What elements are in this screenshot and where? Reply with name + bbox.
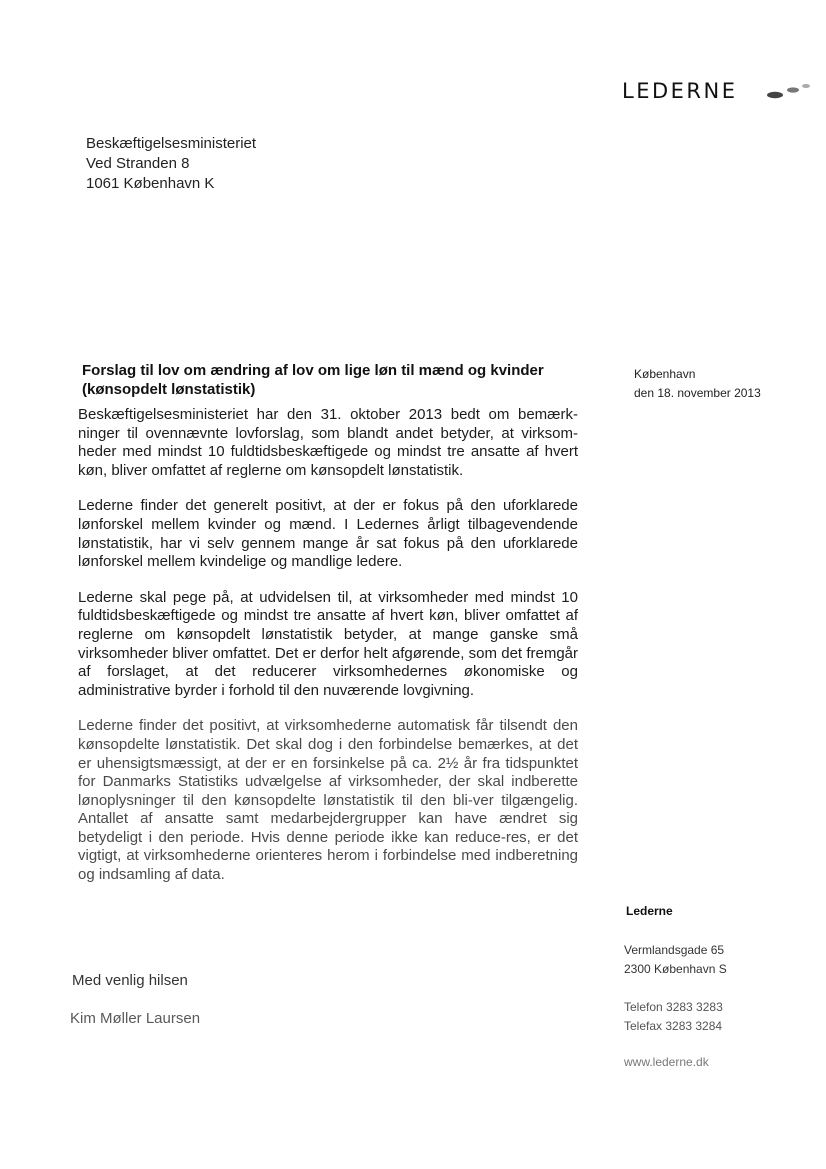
recipient-line: Ved Stranden 8: [86, 155, 190, 172]
date-text: den 18. november 2013: [634, 386, 761, 400]
logo-dots-icon: [767, 78, 815, 102]
closing-greeting: Med venlig hilsen: [72, 972, 188, 989]
body-paragraph: Lederne finder det positivt, at virksomhederne automatisk får tilsendt den kønsopdelte lønstatistik. Det skal dog i den forbindelse bemærkes, at det er uhensigtsmæssigt, at der er en forsinkelse på ca. 2½ år fra tidspunktet for Danmarks Statistiks udvælgelse af virksomheder, der skal indberette lønoplysninger til den kønsopdelte lønstatistik til den bli-ver tilgængelig. Antallet af ansatte samt medarbejdergrupper kan have ændret sig betydeligt i den periode. Hvis denne periode ikke kan reduce-res, er det vigtigt, at virksomhederne orienteres herom i forbindelse med indberetning og indsamling af data.: [78, 717, 578, 884]
sender-fax: Telefax 3283 3284: [624, 1019, 723, 1033]
letterhead-logo: [622, 78, 822, 104]
subject-heading: [82, 361, 582, 399]
signer-name: Kim Møller Laursen: [70, 1010, 201, 1027]
recipient-line: 1061 København K: [86, 175, 215, 192]
sender-street: Vermlandsgade 65: [624, 943, 725, 957]
letter-body: [78, 406, 578, 902]
body-paragraph: Beskæftigelsesministeriet har den 31. oktober 2013 bedt om bemærk-ninger til ovennævnte lovforslag, som blandt andet betyder, at virksom-heder med mindst 10 fuldtidsbeskæftigede og mindst tre ansatte af hvert køn, bliver omfattet af reglerne om kønsopdelt lønstatistik.: [78, 406, 578, 479]
date-place: København: [634, 367, 696, 381]
dateline: [634, 365, 761, 403]
body-paragraph: Lederne skal pege på, at udvidelsen til, at virksomheder med mindst 10 fuldtidsbeskæftigede og mindst tre ansatte af hvert køn, bliver omfattet af reglerne om kønsopdelt lønstatistik betyder, at mange ganske små virksomheder bliver omfattet. Det er derfor helt afgørende, som det fremgår af forslaget, at det reducerer virksomhedernes økonomiske og administrative byrder i forhold til den nuværende lovgivning.: [78, 588, 578, 699]
body-paragraph: Lederne finder det generelt positivt, at der er fokus på den uforklarede lønforskel mellem kvinder og mænd. I Ledernes årligt tilbagevendende lønstatistik, har vi selv gennem mange år sat fokus på den uforklarede lønforskel mellem kvindelige og mandlige ledere.: [78, 497, 578, 571]
sender-name: Lederne: [626, 904, 673, 918]
sender-phone: Telefon 3283 3283: [624, 1000, 723, 1014]
subject-line: (kønsopdelt lønstatistik): [82, 381, 256, 398]
sender-contact: [624, 998, 723, 1036]
sender-city: 2300 København S: [624, 962, 727, 976]
sender-address: [624, 941, 727, 979]
sender-website: www.lederne.dk: [624, 1055, 709, 1069]
recipient-address: [86, 134, 256, 194]
logo-text: LEDERNE: [622, 79, 738, 103]
recipient-line: Beskæftigelsesministeriet: [86, 135, 257, 152]
subject-line: Forslag til lov om ændring af lov om lige løn til mænd og kvinder: [82, 362, 544, 379]
